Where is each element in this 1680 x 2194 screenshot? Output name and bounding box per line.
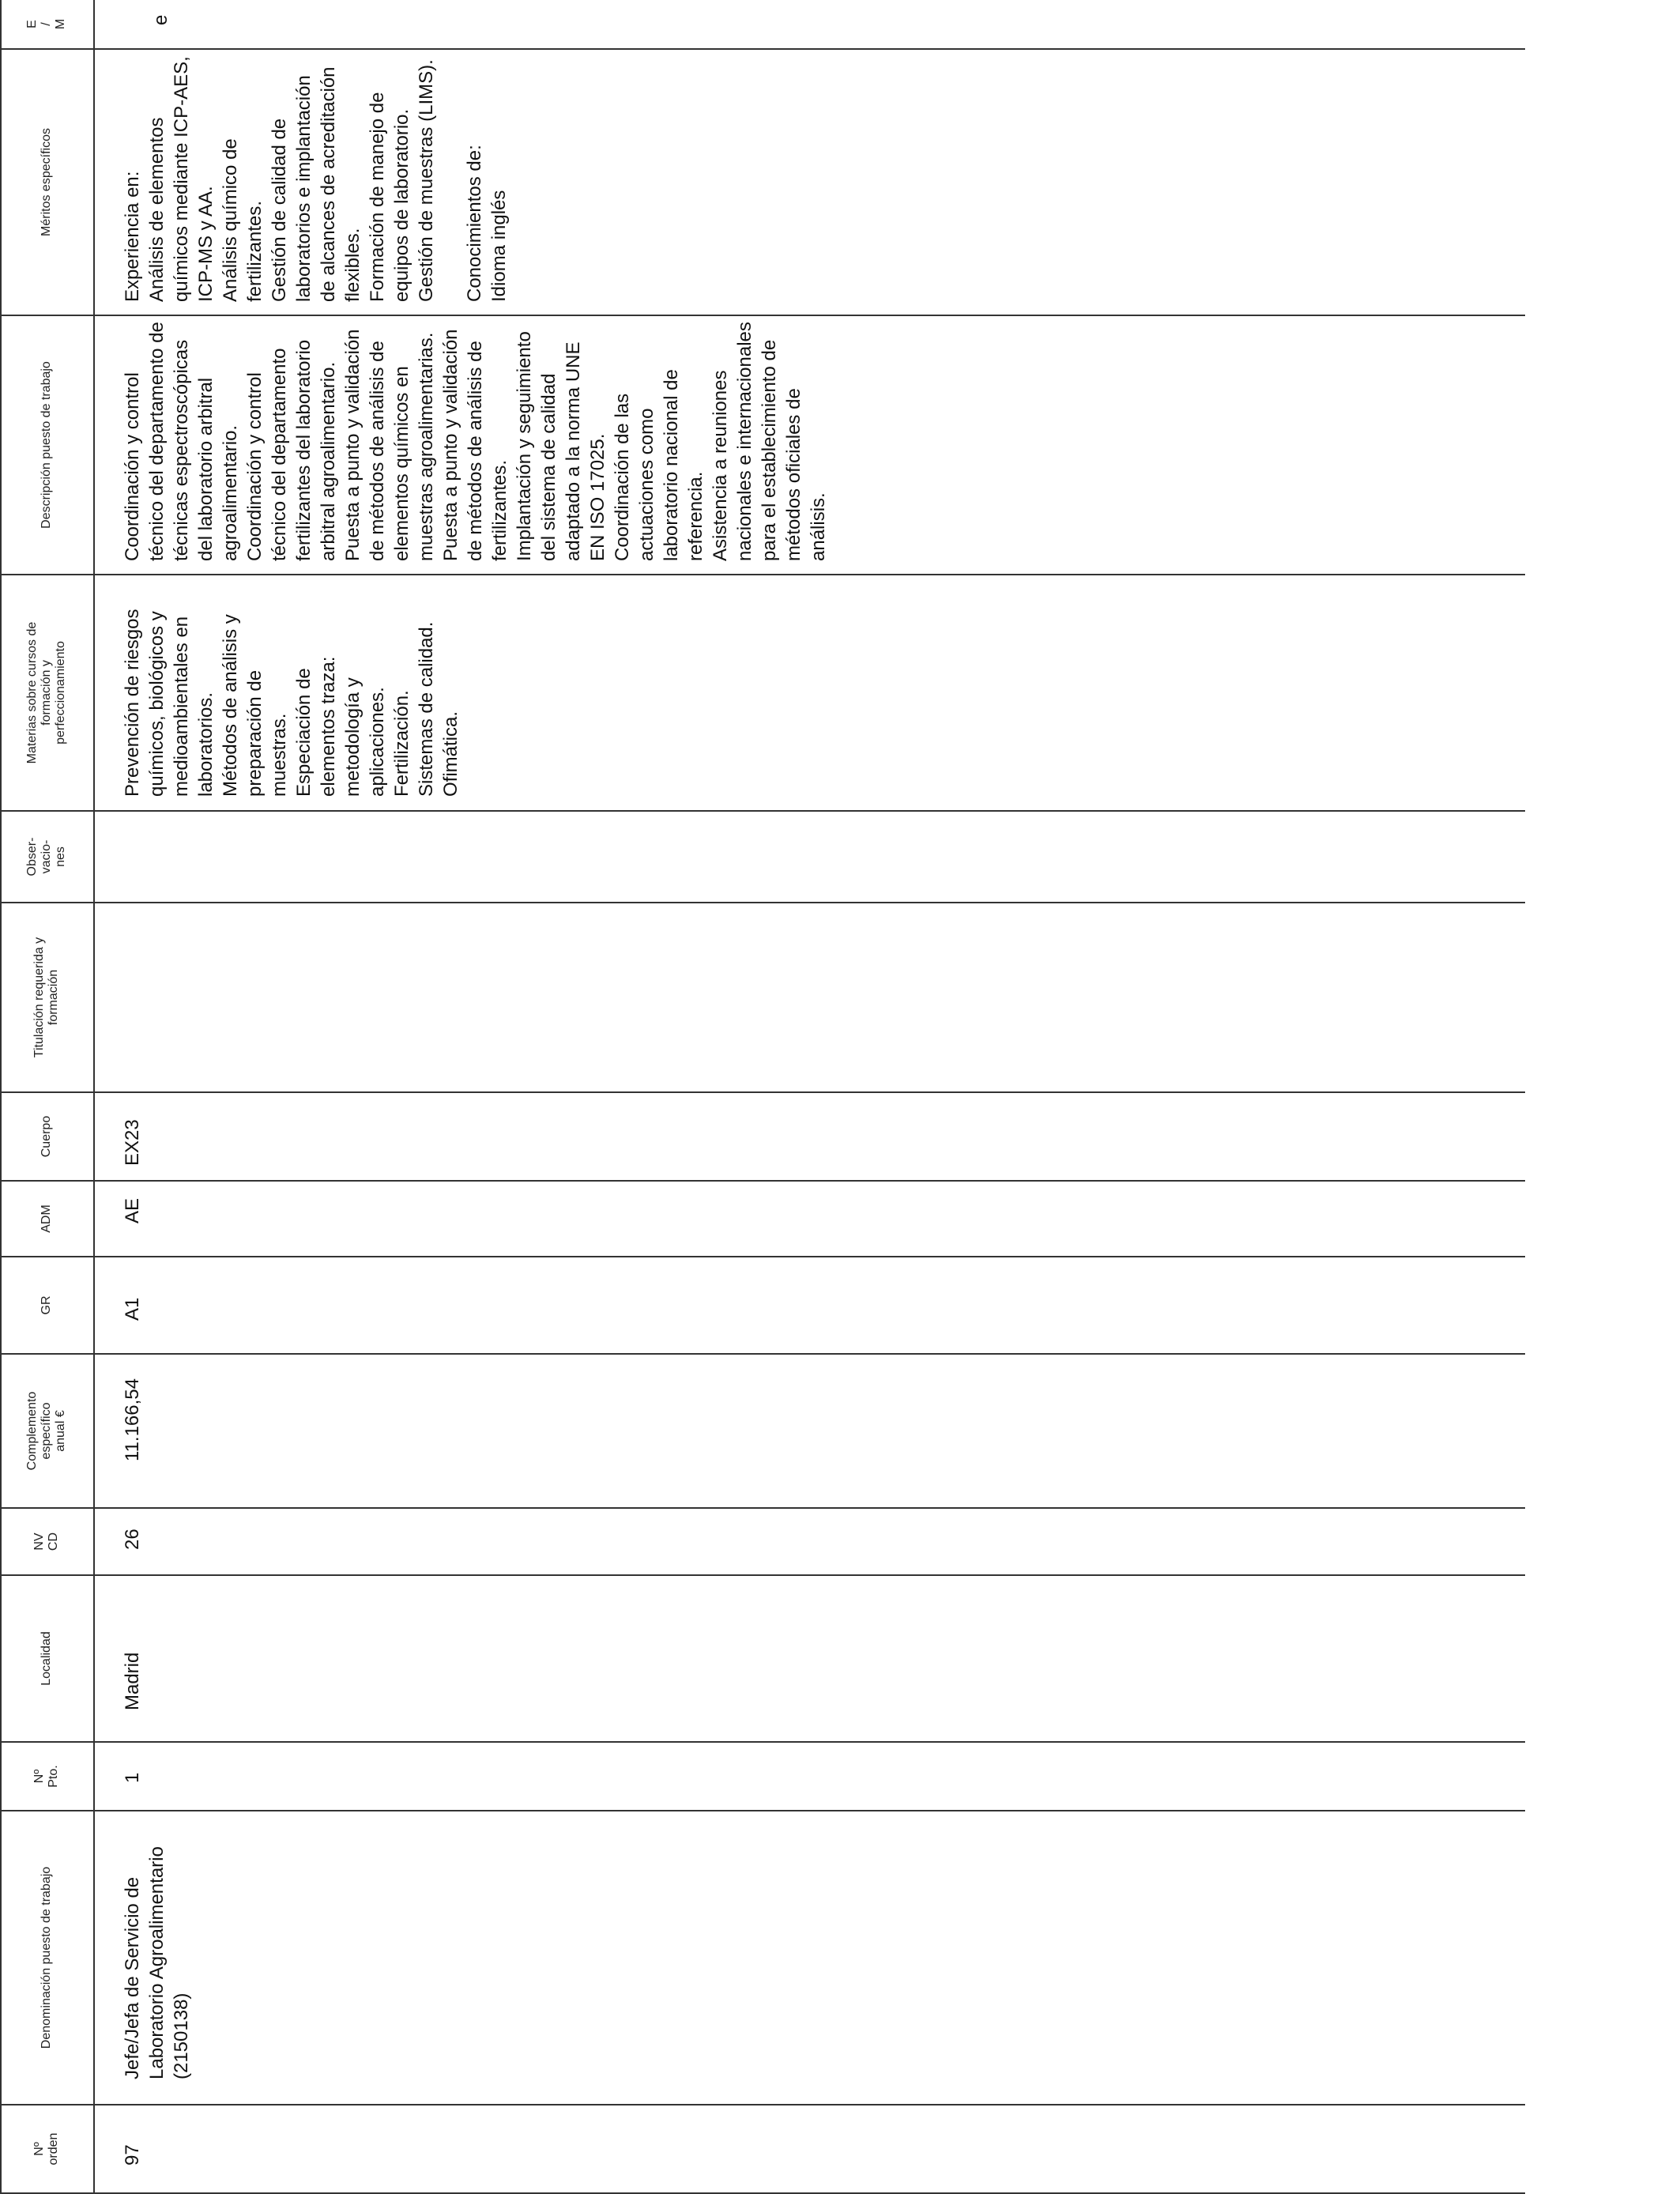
descripcion-item: Puesta a punto y validación de métodos de análisis de elementos químicos en muestras agroalimentarias. <box>342 329 437 561</box>
cell-descripcion <box>120 321 831 561</box>
meritos-item: Idioma inglés <box>488 190 510 302</box>
cell-adm: AE <box>122 1197 143 1223</box>
descripcion-item: Coordinación y control técnico del departamento de técnicas espectroscópicas del laboratorio arbitral agroalimentario. <box>122 322 241 561</box>
materias-item: Fertilización. <box>391 690 412 797</box>
column-divider <box>0 1180 1525 1182</box>
cell-gr: A1 <box>122 1297 143 1321</box>
header-gr: GR <box>40 1295 53 1315</box>
materias-item: Métodos de análisis y preparación de muestras. <box>220 614 290 797</box>
column-divider <box>0 810 1525 812</box>
materias-item: Sistemas de calidad. <box>416 621 437 797</box>
header-meritos: Méritos específicos <box>40 128 53 236</box>
header-descripcion: Descripción puesto de trabajo <box>40 361 53 529</box>
meritos-item: Análisis de elementos químicos mediante ICP-AES, ICP-MS y AA. <box>146 56 217 302</box>
header-bottom-rule <box>93 0 95 2194</box>
header-materias: Materias sobre cursos de formación y perfeccionamiento <box>25 621 67 764</box>
header-denominacion: Denominación puesto de trabajo <box>40 1866 53 2049</box>
meritos-item: Gestión de muestras (LIMS). <box>416 59 437 302</box>
cell-meritos <box>120 51 511 302</box>
column-divider <box>0 315 1525 316</box>
cell-em: e <box>150 14 171 25</box>
header-localidad: Localidad <box>40 1631 53 1686</box>
column-divider <box>0 2104 1525 2105</box>
header-cuerpo: Cuerpo <box>40 1115 53 1158</box>
meritos-item: Análisis químico de fertilizantes. <box>220 138 266 302</box>
descripcion-item: Coordinación de las actuaciones como laboratorio nacional de referencia. <box>612 369 706 561</box>
header-complemento: Complemento específico anual € <box>25 1391 67 1471</box>
column-divider <box>0 48 1525 50</box>
header-titulacion: Titulación requerida y formación <box>32 937 60 1058</box>
column-divider <box>0 902 1525 903</box>
cell-cuerpo: EX23 <box>122 1119 143 1166</box>
header-nvcd: NV CD <box>32 1532 60 1551</box>
meritos-item: Formación de manejo de equipos de laboratorio. <box>367 92 412 302</box>
header-observaciones: Obser- vacio- nes <box>25 837 67 876</box>
column-divider <box>0 1353 1525 1355</box>
meritos-conocimientos-title: Conocimientos de: <box>464 145 485 302</box>
column-divider <box>0 1507 1525 1509</box>
descripcion-item: Coordinación y control técnico del departamento fertilizantes del laboratorio arbitral agroalimentario. <box>244 339 339 561</box>
meritos-spacer <box>439 51 462 302</box>
descripcion-item: Implantación y seguimiento del sistema de calidad adaptado a la norma UNE EN ISO 17025. <box>514 331 608 561</box>
header-orden: Nº orden <box>32 2132 60 2166</box>
column-divider <box>0 1256 1525 1257</box>
materias-item: Prevención de riesgos químicos, biológicos y medioambientales en laboratorios. <box>122 609 217 797</box>
cell-denominacion: Jefe/Jefa de Servicio de Laboratorio Agroalimentario (2150138) <box>122 1846 192 2079</box>
column-divider <box>0 1574 1525 1576</box>
column-divider <box>0 1810 1525 1811</box>
descripcion-item: Asistencia a reuniones nacionales e internacionales para el establecimiento de métodos oficiales de análisis. <box>710 322 829 561</box>
header-npto: Nº Pto. <box>32 1765 60 1788</box>
column-divider <box>0 1741 1525 1743</box>
cell-npto: 1 <box>122 1772 143 1783</box>
cell-orden: 97 <box>122 2144 143 2166</box>
materias-item: Ofimática. <box>440 711 461 797</box>
cell-complemento: 11.166,54 <box>122 1378 143 1461</box>
materias-item: Especiación de elementos traza: metodología y aplicaciones. <box>293 656 388 797</box>
column-divider <box>0 574 1525 575</box>
cell-nvcd: 26 <box>122 1529 143 1550</box>
column-divider <box>0 1091 1525 1093</box>
cell-materias <box>120 590 463 797</box>
header-em: E / M <box>25 18 67 30</box>
header-adm: ADM <box>40 1204 53 1233</box>
meritos-experiencia-title: Experiencia en: <box>122 171 143 302</box>
descripcion-item: Puesta a punto y validación de métodos de análisis de fertilizantes. <box>440 329 510 561</box>
cell-localidad: Madrid <box>122 1652 143 1710</box>
meritos-item: Gestión de calidad de laboratorios e implantación de alcances de acreditación flexibles. <box>269 66 363 302</box>
